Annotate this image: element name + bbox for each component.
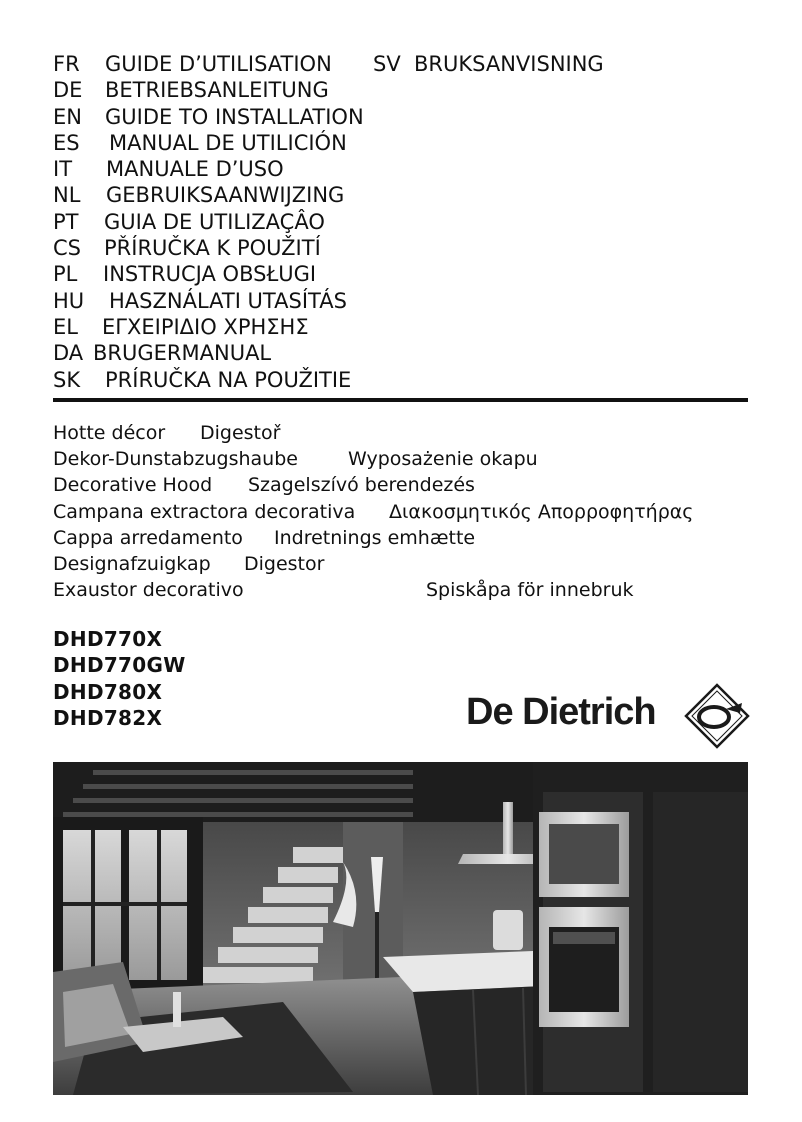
language-code: DE (53, 78, 83, 103)
kitchen-scene (53, 762, 748, 1095)
product-name: Campana extractora decorativa (53, 500, 356, 523)
language-code: ES (53, 130, 80, 155)
language-title: GUIDE D’UTILISATION (105, 52, 332, 76)
kitchen-photo (53, 762, 748, 1095)
product-name-row (53, 551, 773, 577)
language-row-de (53, 77, 753, 103)
language-title: GEBRUIKSAANWIJZING (106, 183, 345, 208)
language-row-da (53, 340, 753, 366)
product-name-list (53, 420, 773, 603)
language-row-sk (53, 367, 753, 393)
language-code: DA (53, 341, 84, 366)
product-name: Spiskåpa för innebruk (426, 579, 634, 602)
language-list (53, 51, 753, 393)
language-row-en (53, 104, 753, 130)
product-name-row (53, 446, 773, 472)
language-row-hu (53, 288, 753, 314)
product-name: Decorative Hood (53, 474, 213, 497)
model-number: DHD770GW (53, 653, 186, 678)
product-name: Szagelszívó berendezés (248, 474, 475, 497)
language-code: HU (53, 288, 85, 313)
brand-name: De Dietrich (466, 691, 656, 733)
language-code: EN (53, 104, 82, 129)
language-title: MANUALE D’USO (106, 157, 284, 182)
product-name: Hotte décor (53, 422, 166, 444)
product-name-row (53, 420, 773, 446)
language-title: PRÍRUČKA NA POUŽITIE (105, 367, 352, 392)
divider-rule (53, 398, 748, 402)
product-name: Designafzuigkap (53, 552, 211, 575)
language-code-secondary: SV (373, 52, 401, 76)
language-title: ΕΓΧΕΙΡΙΔΙΟ ΧΡΗΣΗΣ (102, 314, 309, 339)
brand-emblem-icon (684, 683, 750, 749)
language-row-pt (53, 209, 753, 235)
product-name: Διακοσμητικός Απορροφητήρας (389, 500, 694, 523)
language-title-secondary: BRUKSANVISNING (414, 52, 604, 76)
product-name: Dekor-Dunstabzugshaube (53, 448, 298, 471)
product-name-row (53, 472, 773, 498)
language-code: CS (53, 236, 81, 261)
language-title: BRUGERMANUAL (93, 341, 272, 366)
language-title: GUIDE TO INSTALLATION (105, 104, 364, 129)
language-code: NL (53, 183, 81, 208)
model-list (53, 626, 186, 731)
language-row-pl (53, 261, 753, 287)
model-number: DHD780X (53, 679, 163, 704)
language-title: HASZNÁLATI UTASÍTÁS (109, 288, 347, 313)
language-row-el (53, 314, 753, 340)
language-code: EL (53, 314, 78, 339)
language-row-it (53, 156, 753, 182)
brand-logo (466, 683, 751, 753)
language-code: SK (53, 367, 81, 392)
product-name: Indretnings emhætte (274, 526, 476, 549)
language-row-fr (53, 51, 753, 77)
language-code: FR (53, 52, 80, 76)
product-name-row (53, 577, 773, 603)
product-name-row (53, 525, 773, 551)
language-code: PT (53, 209, 79, 234)
language-title: GUIA DE UTILIZAÇÂO (104, 209, 325, 234)
language-row-cs (53, 235, 753, 261)
language-row-es (53, 130, 753, 156)
language-title: PŘÍRUČKA K POUŽITÍ (104, 236, 321, 261)
model-number: DHD782X (53, 705, 163, 730)
product-name: Digestor (244, 552, 325, 575)
language-code: IT (53, 157, 73, 182)
model-number: DHD770X (53, 627, 163, 651)
language-code: PL (53, 262, 78, 287)
product-name: Wyposażenie okapu (348, 448, 538, 471)
product-name-row (53, 499, 773, 525)
language-title: BETRIEBSANLEITUNG (105, 78, 329, 103)
language-row-nl (53, 182, 753, 208)
language-title: MANUAL DE UTILICIÓN (109, 130, 347, 155)
product-name: Cappa arredamento (53, 526, 243, 549)
pot (493, 910, 523, 950)
product-name: Digestoř (200, 422, 281, 444)
product-name: Exaustor decorativo (53, 579, 244, 602)
language-title: INSTRUCJA OBSŁUGI (103, 262, 317, 287)
